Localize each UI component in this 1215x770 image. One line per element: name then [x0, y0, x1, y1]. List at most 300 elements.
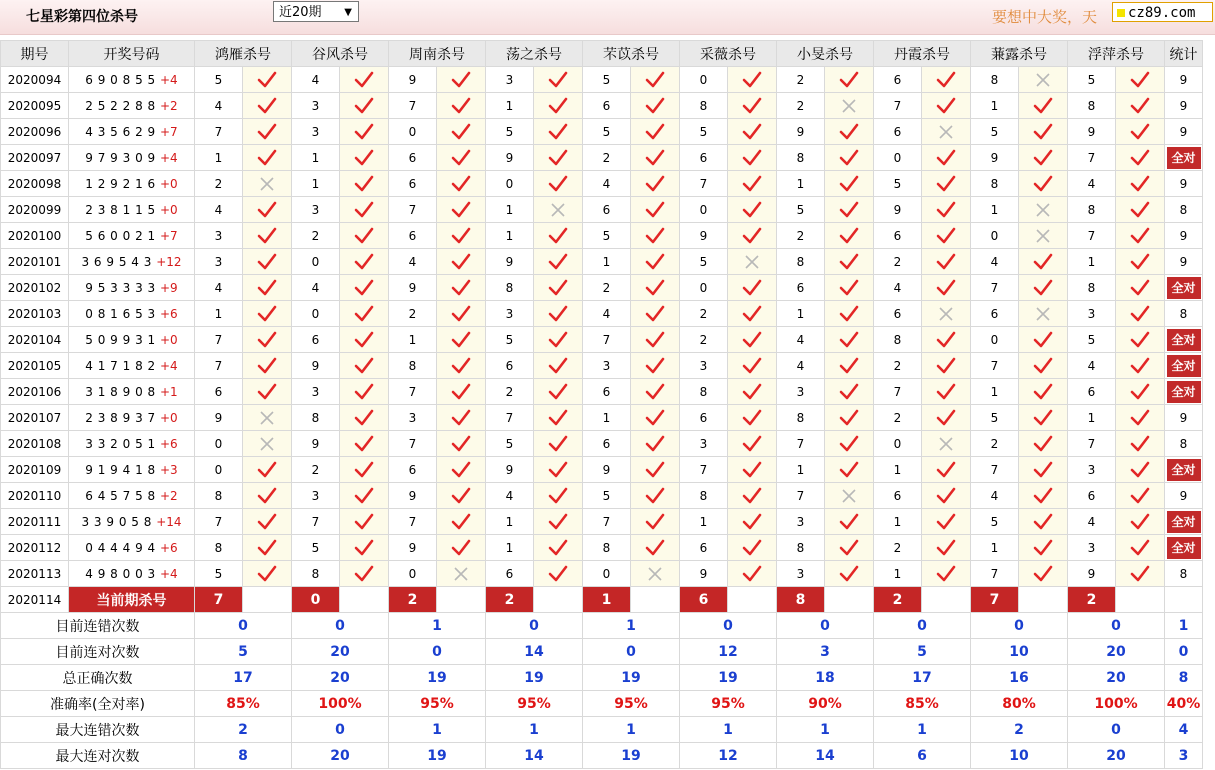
result-mark-cell: [728, 67, 777, 93]
result-mark-cell: [534, 509, 583, 535]
result-mark-cell: [243, 197, 292, 223]
kill-number: 9: [408, 540, 417, 555]
summary-value: 80%: [1002, 695, 1036, 712]
result-mark-cell: [922, 301, 971, 327]
summary-value: 0: [1178, 643, 1189, 660]
kill-number: 6: [408, 150, 417, 165]
kill-number-cell: [777, 561, 825, 587]
result-mark-cell: [534, 535, 583, 561]
period-number: 2020098: [7, 176, 62, 191]
period-number: 2020107: [7, 410, 62, 425]
summary-row: [1, 665, 1203, 691]
check-icon: [257, 253, 277, 271]
cross-icon: [259, 176, 275, 192]
kill-number-cell: [680, 67, 728, 93]
summary-value: 90%: [808, 695, 842, 712]
period-number: 2020114: [7, 592, 62, 607]
check-icon: [1033, 357, 1053, 375]
current-period-row: [1, 587, 1203, 613]
kill-number-cell: [486, 535, 534, 561]
draw-cell: [69, 197, 195, 223]
result-mark-cell: [1019, 561, 1068, 587]
summary-value: 14: [815, 747, 835, 764]
draw-numbers: 4 9 8 0 0 3: [85, 566, 156, 581]
kill-number-cell: [680, 301, 728, 327]
summary-value: 20: [330, 643, 350, 660]
result-mark-cell: [728, 353, 777, 379]
kill-number: 3: [1087, 462, 1096, 477]
result-mark-cell: [340, 223, 389, 249]
summary-value: 95%: [420, 695, 454, 712]
kill-number: 7: [602, 332, 611, 347]
result-mark-cell: [340, 561, 389, 587]
stat-value: 9: [1179, 176, 1188, 191]
result-mark-cell: [728, 145, 777, 171]
table-row: [1, 197, 1203, 223]
draw-cell: [69, 275, 195, 301]
kill-number-cell: [777, 301, 825, 327]
summary-value: 1: [529, 721, 539, 738]
draw-cell: [69, 301, 195, 327]
stat-cell: [1165, 561, 1203, 587]
current-kill-cell: [292, 587, 340, 613]
period-cell: [1, 535, 69, 561]
summary-value-cell: [486, 613, 583, 639]
summary-value-cell: [195, 743, 292, 769]
kill-number: 7: [699, 462, 708, 477]
result-mark-cell: [922, 353, 971, 379]
kill-number-cell: [874, 93, 922, 119]
result-mark-cell: [922, 509, 971, 535]
result-mark-cell: [534, 379, 583, 405]
kill-number-cell: [971, 249, 1019, 275]
kill-number-cell: [680, 483, 728, 509]
kill-number: 4: [893, 280, 902, 295]
period-cell: [1, 223, 69, 249]
kill-number: 9: [602, 462, 611, 477]
result-mark-cell: [728, 275, 777, 301]
draw-cell: [69, 379, 195, 405]
kill-number: 1: [990, 98, 999, 113]
draw-numbers: 3 3 9 0 5 8: [81, 514, 152, 529]
kill-number: 8: [311, 410, 320, 425]
kill-number: 9: [699, 228, 708, 243]
kill-number-cell: [971, 535, 1019, 561]
kill-number: 9: [505, 254, 514, 269]
result-mark-cell: [728, 379, 777, 405]
kill-number: 2: [893, 254, 902, 269]
kill-number-cell: [971, 561, 1019, 587]
result-mark-cell: [631, 353, 680, 379]
stat-value: 9: [1179, 254, 1188, 269]
kill-number: 0: [893, 150, 902, 165]
stat-cell: [1165, 405, 1203, 431]
kill-number-cell: [874, 223, 922, 249]
current-kill-number: 1: [601, 591, 612, 608]
kill-number-cell: [777, 67, 825, 93]
check-icon: [645, 253, 665, 271]
kill-number: 5: [990, 410, 999, 425]
result-mark-cell: [340, 483, 389, 509]
period-number: 2020104: [7, 332, 62, 347]
result-mark-cell: [534, 483, 583, 509]
kill-number-cell: [292, 535, 340, 561]
summary-value-cell: [292, 743, 389, 769]
summary-value-cell: [389, 743, 486, 769]
period-range-select[interactable]: [273, 1, 359, 22]
summary-value-cell: [1068, 665, 1165, 691]
check-icon: [257, 383, 277, 401]
kill-number-cell: [583, 301, 631, 327]
check-icon: [742, 175, 762, 193]
check-icon: [354, 435, 374, 453]
draw-sum: +2: [160, 488, 178, 503]
kill-number-cell: [777, 379, 825, 405]
summary-label: 目前连错次数: [55, 618, 140, 635]
kill-number: 2: [796, 72, 805, 87]
kill-number: 9: [505, 150, 514, 165]
current-label: 当前期杀号: [96, 592, 167, 609]
kill-number-cell: [486, 327, 534, 353]
kill-number-cell: [874, 509, 922, 535]
site-logo[interactable]: [1112, 2, 1213, 22]
check-icon: [936, 409, 956, 427]
check-icon: [548, 565, 568, 583]
kill-number: 2: [796, 98, 805, 113]
check-icon: [936, 565, 956, 583]
result-mark-cell: [825, 327, 874, 353]
current-kill-cell: [486, 587, 534, 613]
kill-number: 1: [505, 202, 514, 217]
summary-value: 19: [524, 669, 544, 686]
period-number: 2020108: [7, 436, 62, 451]
check-icon: [451, 227, 471, 245]
result-mark-cell: [922, 275, 971, 301]
check-icon: [1130, 539, 1150, 557]
summary-value-cell: [971, 743, 1068, 769]
kill-number-cell: [680, 171, 728, 197]
result-mark-cell: [631, 171, 680, 197]
summary-value: 0: [238, 617, 248, 634]
column-header: 蒹露杀号: [971, 41, 1068, 67]
result-mark-cell: [437, 457, 486, 483]
draw-cell: [69, 327, 195, 353]
result-mark-cell: [243, 353, 292, 379]
kill-number: 6: [505, 358, 514, 373]
period-cell: [1, 379, 69, 405]
summary-value: 1: [723, 721, 733, 738]
summary-value-cell: [777, 665, 874, 691]
top-bar: [0, 0, 1215, 35]
result-mark-cell: [437, 353, 486, 379]
kill-number: 0: [214, 436, 223, 451]
stat-cell: [1165, 171, 1203, 197]
result-mark-cell: [534, 301, 583, 327]
kill-number: 9: [990, 150, 999, 165]
kill-number-cell: [389, 249, 437, 275]
check-icon: [1130, 357, 1150, 375]
kill-number-cell: [389, 535, 437, 561]
check-icon: [257, 305, 277, 323]
check-icon: [354, 279, 374, 297]
kill-number-cell: [971, 67, 1019, 93]
check-icon: [742, 565, 762, 583]
kill-number-cell: [583, 535, 631, 561]
check-icon: [839, 435, 859, 453]
check-icon: [1130, 253, 1150, 271]
summary-label: 准确率(全对率): [50, 696, 145, 713]
result-mark-cell: [1116, 119, 1165, 145]
result-mark-cell: [1116, 353, 1165, 379]
draw-numbers: 3 6 9 5 4 3: [81, 254, 152, 269]
empty-cell: [243, 587, 292, 613]
result-mark-cell: [340, 327, 389, 353]
kill-number: 9: [505, 462, 514, 477]
check-icon: [742, 435, 762, 453]
kill-number: 8: [699, 384, 708, 399]
kill-number: 8: [796, 410, 805, 425]
summary-value: 14: [524, 747, 544, 764]
kill-number-cell: [486, 457, 534, 483]
summary-value-cell: [971, 691, 1068, 717]
kill-number: 9: [311, 436, 320, 451]
kill-number-cell: [292, 275, 340, 301]
result-mark-cell: [1116, 197, 1165, 223]
result-mark-cell: [1116, 457, 1165, 483]
kill-number: 7: [990, 280, 999, 295]
result-mark-cell: [1116, 561, 1165, 587]
result-mark-cell: [825, 119, 874, 145]
check-icon: [839, 539, 859, 557]
check-icon: [936, 71, 956, 89]
result-mark-cell: [825, 431, 874, 457]
kill-number-cell: [195, 535, 243, 561]
result-mark-cell: [437, 431, 486, 457]
summary-value-cell: [583, 743, 680, 769]
summary-value-cell: [1165, 717, 1203, 743]
draw-cell: [69, 119, 195, 145]
check-icon: [1033, 383, 1053, 401]
kill-number-cell: [777, 93, 825, 119]
kill-number: 1: [893, 514, 902, 529]
kill-number: 5: [602, 228, 611, 243]
period-cell: [1, 353, 69, 379]
kill-number-cell: [874, 431, 922, 457]
result-mark-cell: [1019, 535, 1068, 561]
check-icon: [451, 305, 471, 323]
kill-number: 1: [408, 332, 417, 347]
kill-number: 4: [602, 176, 611, 191]
result-mark-cell: [1019, 379, 1068, 405]
check-icon: [1130, 279, 1150, 297]
check-icon: [742, 539, 762, 557]
kill-number: 8: [311, 566, 320, 581]
check-icon: [1033, 123, 1053, 141]
summary-value: 40%: [1166, 695, 1201, 712]
stat-cell: [1165, 197, 1203, 223]
stat-cell: [1165, 457, 1203, 483]
kill-number-cell: [1068, 509, 1116, 535]
cross-icon: [841, 488, 857, 504]
result-mark-cell: [922, 327, 971, 353]
summary-value: 0: [432, 643, 442, 660]
result-mark-cell: [243, 301, 292, 327]
result-mark-cell: [631, 509, 680, 535]
kill-number-cell: [777, 249, 825, 275]
period-cell: [1, 275, 69, 301]
draw-cell: [69, 431, 195, 457]
cross-icon: [1035, 306, 1051, 322]
kill-number: 5: [699, 124, 708, 139]
stat-cell: [1165, 67, 1203, 93]
kill-number: 5: [602, 72, 611, 87]
stat-cell: [1165, 379, 1203, 405]
result-mark-cell: [534, 223, 583, 249]
result-mark-cell: [728, 405, 777, 431]
summary-value-cell: [583, 639, 680, 665]
check-icon: [936, 149, 956, 167]
check-icon: [451, 435, 471, 453]
kill-number-cell: [389, 171, 437, 197]
check-icon: [354, 357, 374, 375]
draw-numbers: 3 3 2 0 5 1: [85, 436, 156, 451]
kill-number-cell: [486, 67, 534, 93]
stat-value: 9: [1179, 98, 1188, 113]
draw-cell: [69, 249, 195, 275]
summary-value: 0: [626, 643, 636, 660]
draw-cell: [69, 145, 195, 171]
result-mark-cell: [825, 67, 874, 93]
current-kill-number: 8: [795, 591, 806, 608]
check-icon: [354, 565, 374, 583]
kill-number-cell: [680, 223, 728, 249]
period-number: 2020111: [7, 514, 62, 529]
kill-number: 4: [214, 280, 223, 295]
chevron-down-icon: ▼: [344, 7, 352, 18]
draw-sum: +4: [160, 566, 178, 581]
stat-value: 9: [1179, 72, 1188, 87]
kill-number: 4: [408, 254, 417, 269]
summary-label-cell: [1, 691, 195, 717]
kill-number-cell: [874, 197, 922, 223]
kill-number-cell: [874, 457, 922, 483]
result-mark-cell: [1019, 275, 1068, 301]
result-mark-cell: [631, 119, 680, 145]
draw-sum: +14: [156, 514, 182, 529]
check-icon: [742, 71, 762, 89]
kill-number-cell: [777, 119, 825, 145]
empty-cell: [1116, 587, 1165, 613]
stat-value: 9: [1179, 124, 1188, 139]
kill-number: 9: [699, 566, 708, 581]
check-icon: [1130, 201, 1150, 219]
kill-number-cell: [1068, 93, 1116, 119]
period-number: 2020096: [7, 124, 62, 139]
result-mark-cell: [1019, 509, 1068, 535]
kill-number: 7: [214, 124, 223, 139]
kill-number: 3: [311, 384, 320, 399]
stat-value: 9: [1179, 228, 1188, 243]
check-icon: [742, 461, 762, 479]
kill-number-cell: [680, 275, 728, 301]
kill-number-cell: [583, 405, 631, 431]
column-header: 周南杀号: [389, 41, 486, 67]
column-header: 谷风杀号: [292, 41, 389, 67]
kill-number: 5: [602, 488, 611, 503]
result-mark-cell: [728, 119, 777, 145]
result-mark-cell: [922, 171, 971, 197]
kill-number: 7: [408, 514, 417, 529]
check-icon: [936, 357, 956, 375]
result-mark-cell: [728, 561, 777, 587]
check-icon: [451, 331, 471, 349]
result-mark-cell: [631, 379, 680, 405]
cross-icon: [1035, 202, 1051, 218]
kill-number: 5: [214, 566, 223, 581]
column-header: 鸿雁杀号: [195, 41, 292, 67]
result-mark-cell: [340, 275, 389, 301]
result-mark-cell: [243, 431, 292, 457]
check-icon: [645, 305, 665, 323]
result-mark-cell: [1116, 171, 1165, 197]
kill-number: 8: [893, 332, 902, 347]
kill-number: 9: [214, 410, 223, 425]
result-mark-cell: [631, 275, 680, 301]
current-kill-number: 6: [698, 591, 709, 608]
result-mark-cell: [437, 93, 486, 119]
check-icon: [1130, 513, 1150, 531]
kill-number: 8: [796, 540, 805, 555]
kill-number-cell: [971, 327, 1019, 353]
kill-number: 5: [699, 254, 708, 269]
kill-number-cell: [292, 561, 340, 587]
summary-value-cell: [486, 639, 583, 665]
summary-value-cell: [971, 665, 1068, 691]
summary-value: 0: [820, 617, 830, 634]
summary-label-cell: [1, 665, 195, 691]
result-mark-cell: [243, 561, 292, 587]
kill-number-cell: [1068, 171, 1116, 197]
stat-value: 9: [1179, 410, 1188, 425]
result-mark-cell: [437, 171, 486, 197]
summary-row: [1, 743, 1203, 769]
kill-number-cell: [874, 67, 922, 93]
check-icon: [257, 539, 277, 557]
result-mark-cell: [243, 249, 292, 275]
summary-label-cell: [1, 613, 195, 639]
check-icon: [354, 305, 374, 323]
draw-cell: [69, 223, 195, 249]
current-kill-cell: [1068, 587, 1116, 613]
result-mark-cell: [534, 93, 583, 119]
summary-value-cell: [195, 691, 292, 717]
kill-number: 4: [796, 358, 805, 373]
summary-value-cell: [1165, 665, 1203, 691]
kill-number-cell: [195, 145, 243, 171]
kill-number: 6: [505, 566, 514, 581]
check-icon: [451, 123, 471, 141]
summary-value-cell: [389, 613, 486, 639]
kill-number-cell: [777, 483, 825, 509]
check-icon: [548, 149, 568, 167]
kill-number-cell: [777, 197, 825, 223]
period-number: 2020095: [7, 98, 62, 113]
kill-number: 0: [699, 72, 708, 87]
kill-number: 9: [1087, 124, 1096, 139]
result-mark-cell: [922, 67, 971, 93]
period-cell: [1, 145, 69, 171]
kill-number-cell: [777, 145, 825, 171]
